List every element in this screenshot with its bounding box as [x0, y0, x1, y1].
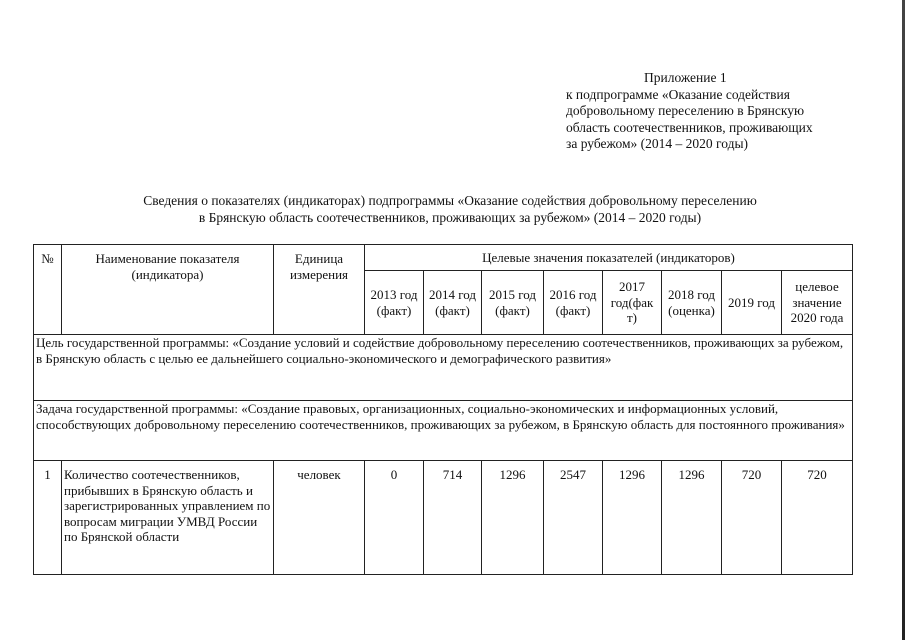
- appendix-block: [566, 70, 886, 153]
- header-row-1: [34, 245, 853, 271]
- col-header-year: 2018 год (оценка): [662, 271, 722, 335]
- row-value: 714: [424, 461, 482, 575]
- col-header-name: Наименование показателя (индикатора): [62, 245, 274, 335]
- row-num: 1: [34, 461, 62, 575]
- row-value: 1296: [662, 461, 722, 575]
- col-header-year: 2017 год(фак т): [603, 271, 662, 335]
- col-header-year: 2015 год (факт): [482, 271, 544, 335]
- col-header-year: 2016 год (факт): [544, 271, 603, 335]
- col-header-targets: Целевые значения показателей (индикаторов): [365, 245, 853, 271]
- appendix-line: за рубежом» (2014 – 2020 годы): [566, 136, 749, 151]
- col-header-year: 2019 год: [722, 271, 782, 335]
- goal-text: Цель государственной программы: «Создание условий и содействие добровольному переселению соотечественников, проживающих за рубежом, в Брянскую область с целью ее дальнейшего социально-экономического и демографического развития»: [34, 335, 853, 401]
- row-name: Количество соотечественников, прибывших в Брянскую область и зарегистрированных управлением по вопросам миграции УМВД России по Брянской области: [62, 461, 274, 575]
- appendix-number: Приложение 1: [644, 70, 727, 85]
- task-text: Задача государственной программы: «Создание правовых, организационных, социально-экономических и информационных условий, способствующих добровольному переселению соотечественников, проживающих за рубежом, в Брянскую область для постоянного проживания»: [34, 401, 853, 461]
- col-header-year: 2013 год (факт): [365, 271, 424, 335]
- table-row: [34, 461, 853, 575]
- indicators-table: [33, 244, 853, 575]
- task-row: [34, 401, 853, 461]
- row-value: 1296: [482, 461, 544, 575]
- col-header-unit: Единица измерения: [274, 245, 365, 335]
- document-heading: [40, 192, 860, 226]
- appendix-line: к подпрограмме «Оказание содействия: [566, 86, 790, 102]
- row-value: 1296: [603, 461, 662, 575]
- goal-row: [34, 335, 853, 401]
- row-value: 720: [722, 461, 782, 575]
- row-value: 0: [365, 461, 424, 575]
- col-header-year: 2014 год (факт): [424, 271, 482, 335]
- col-header-num: №: [34, 245, 62, 335]
- row-value: 720: [782, 461, 853, 575]
- heading-line-2: в Брянскую область соотечественников, проживающих за рубежом» (2014 – 2020 годы): [198, 210, 702, 225]
- heading-line-1: Сведения о показателях (индикаторах) подпрограммы «Оказание содействия добровольному переселению: [143, 193, 757, 208]
- appendix-line: область соотечественников, проживающих: [566, 119, 813, 135]
- row-value: 2547: [544, 461, 603, 575]
- col-header-year: целевое значение 2020 года: [782, 271, 853, 335]
- appendix-line: добровольному переселению в Брянскую: [566, 103, 805, 118]
- row-unit: человек: [274, 461, 365, 575]
